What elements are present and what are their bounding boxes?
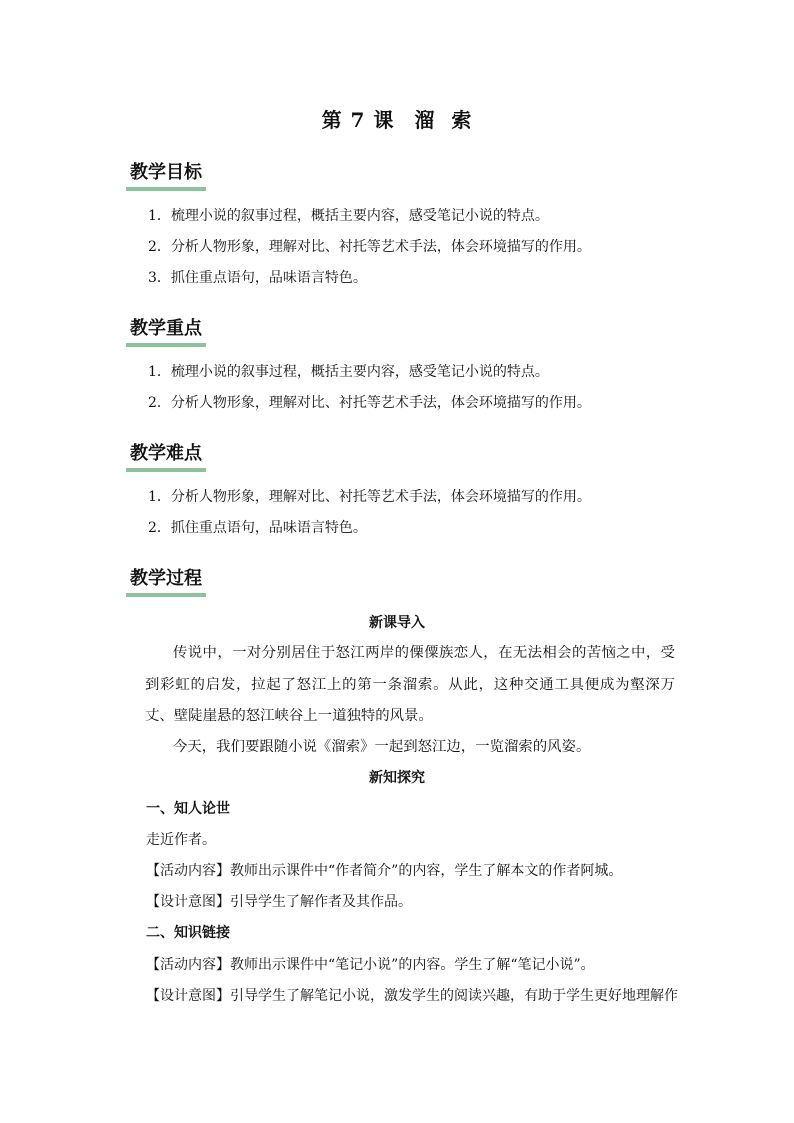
section-heading-difficulties: 教学难点 bbox=[126, 441, 206, 472]
goal-item-3: 3．抓住重点语句，品味语言特色。 bbox=[148, 270, 367, 286]
page-title bbox=[0, 104, 794, 133]
goal-item-1: 1．梳理小说的叙事过程，概括主要内容，感受笔记小说的特点。 bbox=[148, 208, 549, 224]
subsection-1-intent: 【设计意图】引导学生了解作者及其作品。 bbox=[146, 894, 412, 910]
key-point-item-1: 1．梳理小说的叙事过程，概括主要内容，感受笔记小说的特点。 bbox=[148, 364, 549, 380]
title-char-2: 索 bbox=[451, 108, 473, 132]
goal-item-2: 2．分析人物形象，理解对比、衬托等艺术手法，体会环境描写的作用。 bbox=[148, 239, 591, 255]
difficulty-item-2: 2．抓住重点语句，品味语言特色。 bbox=[148, 520, 367, 536]
subsection-2-activity: 【活动内容】教师出示课件中“笔记小说”的内容。学生了解“笔记小说”。 bbox=[146, 957, 595, 973]
subsection-1-activity: 【活动内容】教师出示课件中“作者简介”的内容，学生了解本文的作者阿城。 bbox=[146, 863, 623, 879]
explore-title: 新知探究 bbox=[369, 770, 425, 786]
intro-paragraph-2: 今天，我们要跟随小说《溜索》一起到怒江边，一览溜索的风姿。 bbox=[173, 739, 591, 755]
difficulty-item-1: 1．分析人物形象，理解对比、衬托等艺术手法，体会环境描写的作用。 bbox=[148, 489, 591, 505]
key-point-item-2: 2．分析人物形象，理解对比、衬托等艺术手法，体会环境描写的作用。 bbox=[148, 395, 591, 411]
intro-title: 新课导入 bbox=[369, 615, 425, 631]
subsection-1-text: 走近作者。 bbox=[146, 832, 216, 848]
subsection-2-intent: 【设计意图】引导学生了解笔记小说，激发学生的阅读兴趣，有助于学生更好地理解作 bbox=[146, 988, 678, 1004]
title-lesson-number: 第 7 课 bbox=[321, 108, 395, 132]
title-char-1: 溜 bbox=[414, 108, 436, 132]
section-heading-key-points: 教学重点 bbox=[126, 316, 206, 347]
subsection-heading-2: 二、知识链接 bbox=[146, 925, 230, 941]
section-heading-goals: 教学目标 bbox=[126, 160, 206, 191]
intro-paragraph: 传说中，一对分别居住于怒江两岸的傈僳族恋人，在无法相会的苦恼之中，受到彩虹的启发，拉起了怒江上的第一条溜索。从此，这种交通工具便成为壑深万丈、壁陡崖悬的怒江峡谷上一道独特的风景。 bbox=[145, 645, 675, 724]
subsection-heading-1: 一、知人论世 bbox=[146, 801, 230, 817]
section-heading-process: 教学过程 bbox=[126, 566, 206, 597]
